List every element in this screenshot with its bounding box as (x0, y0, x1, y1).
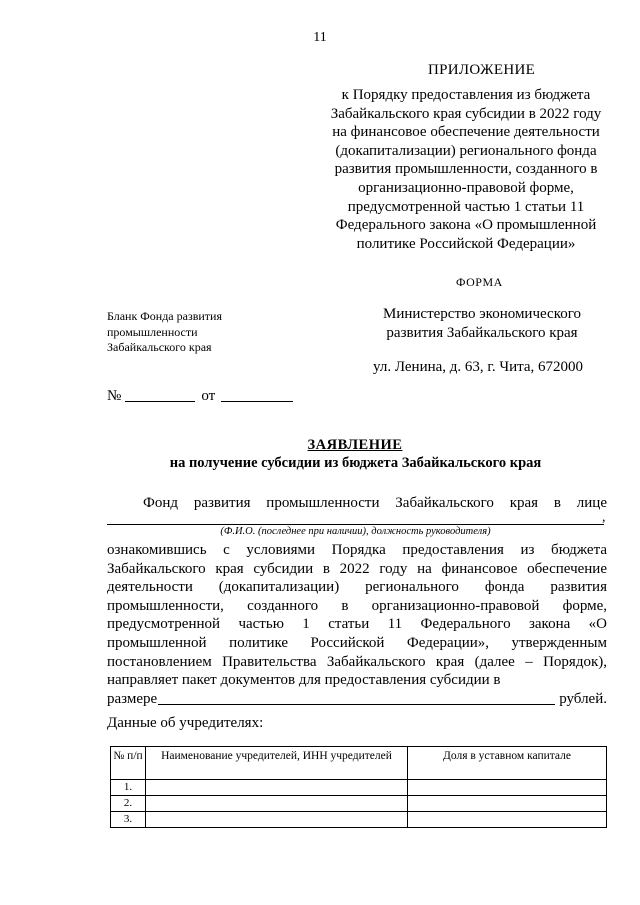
addressee-line: Министерство экономического (383, 306, 581, 322)
addressee-address: ул. Ленина, д. 63, г. Чита, 672000 (373, 359, 584, 375)
number-label: № (107, 388, 122, 404)
founder-share-cell[interactable] (408, 780, 607, 796)
field-hint: (Ф.И.О. (последнее при наличии), должность руководителя) (220, 526, 491, 537)
founder-name-cell[interactable] (146, 780, 408, 796)
letterhead-line: Бланк Фонда развития (107, 309, 222, 323)
founders-heading: Данные об учредителях: (107, 715, 264, 731)
founder-name-cell[interactable] (146, 812, 408, 828)
statement-body: ознакомившись с условиями Порядка предоставления из бюджета Забайкальского края субсидии в 2022 году на финансовое обеспечение деятельности (докапитализации) регионального фонда развития промышленности, созданного в организационно-правовой форме, предусмотренной частью 1 статьи 11 Федерального закона «О промышленной политике Российской Федерации», утвержденным постановлением Правительства Забайкальского края (далее – Порядок), направляет пакет документов для предоставления субсидии в (107, 542, 607, 689)
table-row (111, 812, 607, 828)
addressee-line: развития Забайкальского края (386, 324, 578, 341)
statement-intro: Фонд развития промышленности Забайкальского края в лице (143, 495, 607, 511)
founder-share-cell[interactable] (408, 796, 607, 812)
row-number: 1. (111, 780, 146, 796)
statement-body-block (107, 541, 607, 708)
statement-subtitle: на получение субсидии из бюджета Забайкальского края (169, 455, 542, 471)
letterhead-line: промышленности (107, 324, 198, 339)
column-header-name: Наименование учредителей, ИНН учредителей (146, 747, 408, 780)
table-row (111, 780, 607, 796)
letterhead-line: Забайкальского края (107, 340, 212, 354)
column-header-number: № п/п (111, 747, 146, 780)
founder-name-cell[interactable] (146, 796, 408, 812)
founder-share-cell[interactable] (408, 812, 607, 828)
addressee-block (372, 305, 592, 342)
table-header-row (111, 747, 607, 780)
letterhead-block (107, 309, 222, 356)
amount-field[interactable] (158, 690, 555, 705)
date-field[interactable] (221, 387, 293, 402)
from-label: от (201, 388, 216, 404)
appendix-title: ПРИЛОЖЕНИЕ (428, 62, 536, 78)
comma: , (602, 510, 606, 525)
registration-line (107, 387, 293, 405)
form-label: ФОРМА (456, 275, 503, 289)
statement-title: ЗАЯВЛЕНИЕ (307, 437, 403, 453)
amount-line (107, 690, 607, 709)
number-field[interactable] (125, 387, 195, 402)
column-header-share: Доля в уставном капитале (408, 747, 607, 780)
founders-table (110, 746, 607, 828)
currency-label: рублей. (559, 690, 607, 707)
appendix-text: к Порядку предоставления из бюджета Забайкальского края субсидии в 2022 году на финансовое обеспечение деятельности (докапитализации) регионального фонда развития промышленности, созданного в организационно-правовой форме, предусмотренной частью 1 статьи 11 Федерального закона «О промышленной политике Российской Федерации» (330, 87, 602, 252)
director-name-field[interactable] (107, 524, 604, 525)
page-number: 11 (313, 30, 327, 45)
row-number: 3. (111, 812, 146, 828)
table-row (111, 796, 607, 812)
row-number: 2. (111, 796, 146, 812)
amount-label: размере (107, 690, 158, 707)
